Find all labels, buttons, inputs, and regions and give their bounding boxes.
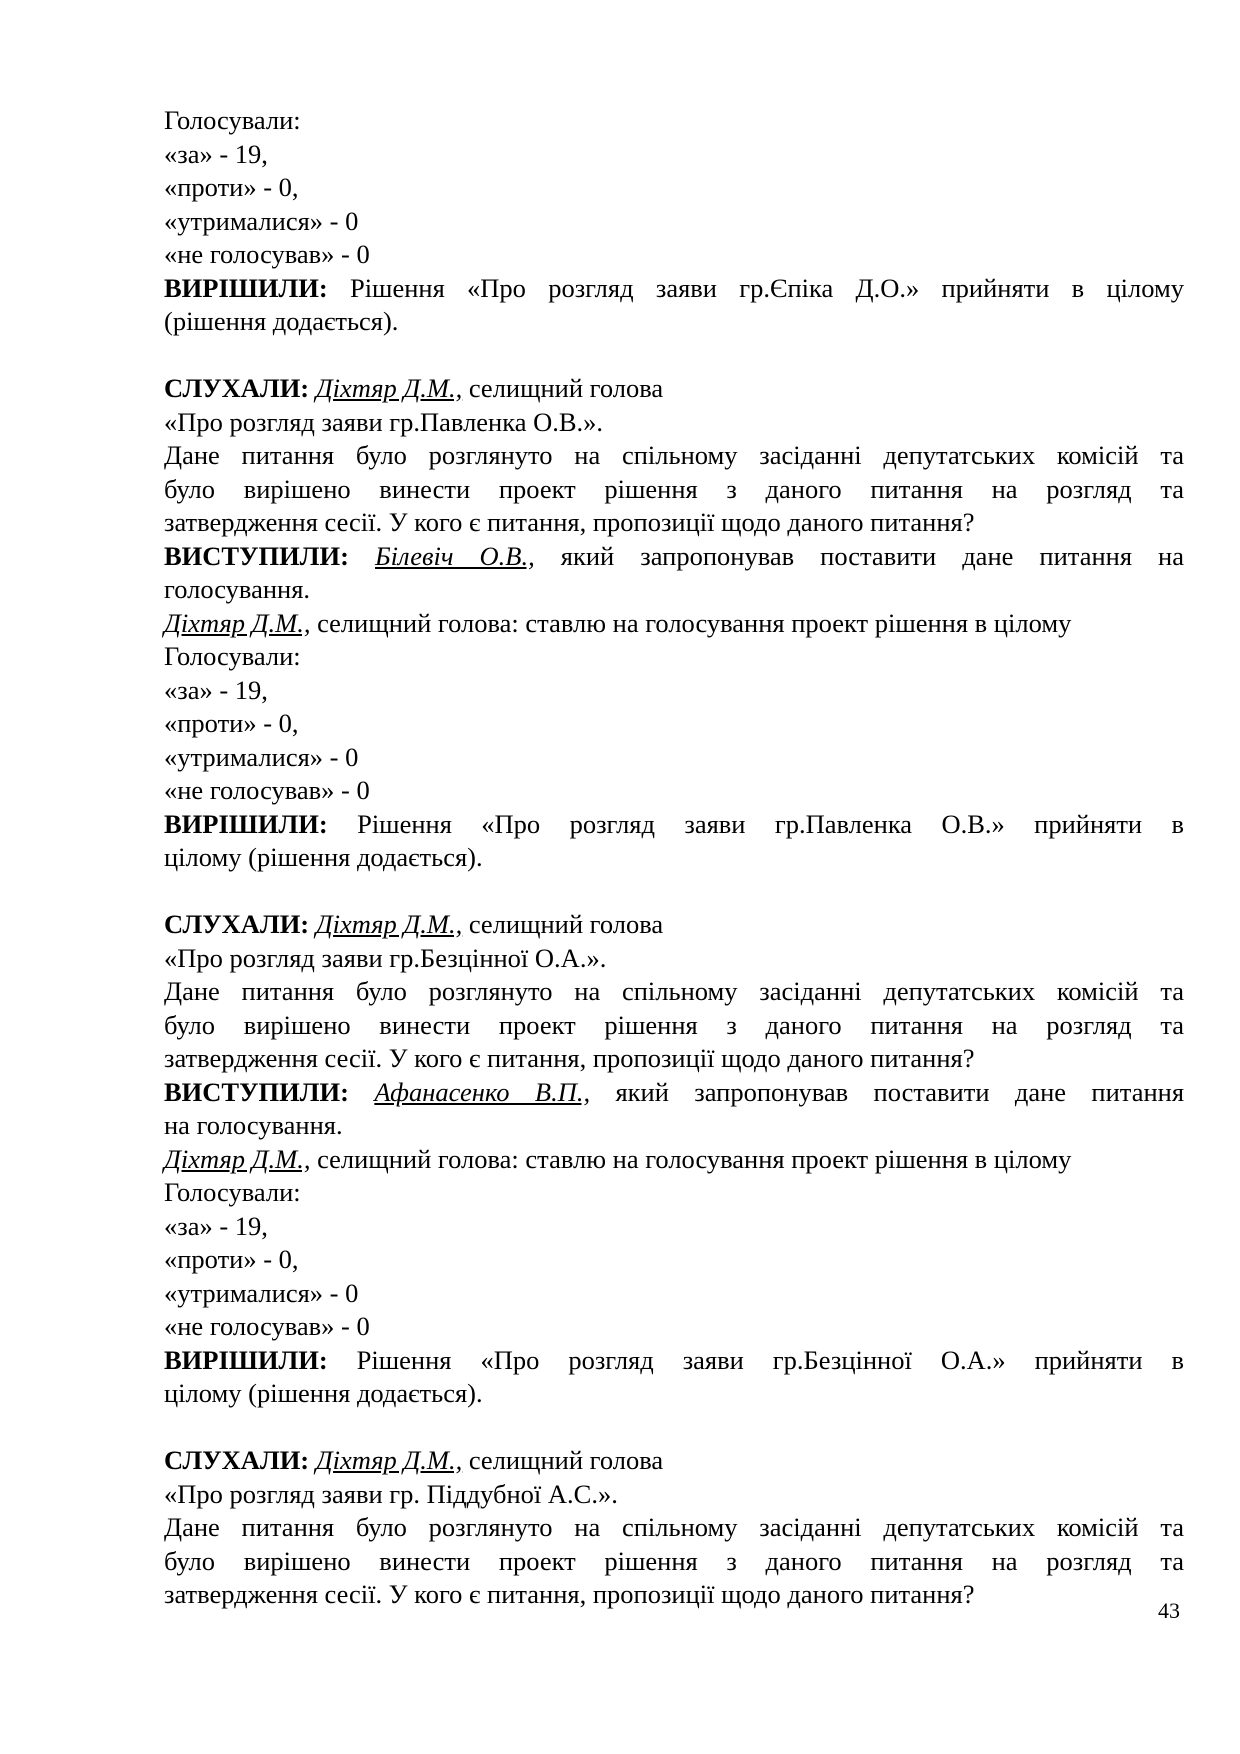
item-text-line: затвердження сесії. У кого є питання, пропозиції щодо даного питання? — [164, 1043, 975, 1073]
spoke-name: Білевіч О.В., — [375, 540, 535, 571]
section-gap — [164, 339, 1184, 373]
spoke-name: Афанасенко В.П., — [374, 1076, 591, 1107]
votes-heading: Голосували: — [164, 1177, 301, 1207]
heard-line — [164, 1444, 1184, 1478]
vote-abstained: «утрималися» - 0 — [164, 741, 359, 772]
decision-continuation: цілому (рішення додається). — [164, 1378, 483, 1408]
item-topic: «Про розгляд заяви гр.Безцінної О.А.». — [164, 942, 607, 973]
spoke-text: який запропонував поставити дане питання — [590, 1076, 1185, 1107]
vote-for: «за» - 19, — [164, 138, 268, 169]
heard-label: СЛУХАЛИ: — [164, 909, 310, 939]
item-text-line: було вирішено винести проект рішення з даного питання на розгляд та — [164, 1009, 1184, 1040]
decision-text: Рішення «Про розгляд заяви гр.Безцінної О.А.» прийняти в — [327, 1344, 1184, 1375]
decision-label: ВИРІШИЛИ: — [164, 808, 328, 839]
spoke-line — [164, 540, 1184, 574]
decision-continuation: цілому (рішення додається). — [164, 842, 483, 872]
item-text-line: Дане питання було розглянуто на спільному засіданні депутатських комісій та — [164, 440, 1184, 470]
heard-line — [164, 908, 1184, 942]
speaker-role: селищний голова — [462, 1445, 664, 1475]
decision-line — [164, 272, 1184, 306]
heard-label: СЛУХАЛИ: — [164, 373, 310, 403]
speaker-name: Діхтяр Д.М., — [315, 909, 463, 939]
speaker-name: Діхтяр Д.М., — [315, 373, 463, 403]
vote-against: «проти» - 0, — [164, 1244, 299, 1274]
chair-text: селищний голова: ставлю на голосування проект рішення в цілому — [310, 1143, 1072, 1174]
vote-against: «проти» - 0, — [164, 172, 299, 202]
spoke-continuation: на голосування. — [164, 1110, 343, 1140]
agenda-item-beztsinna — [164, 908, 1184, 1411]
vote-not-voted: «не голосував» - 0 — [164, 239, 370, 269]
vote-not-voted: «не голосував» - 0 — [164, 1311, 370, 1341]
item-text-line: затвердження сесії. У кого є питання, пропозиції щодо даного питання? — [164, 507, 975, 537]
chair-name: Діхтяр Д.М., — [164, 1143, 311, 1174]
chair-text: селищний голова: ставлю на голосування проект рішення в цілому — [310, 607, 1072, 638]
spoke-continuation: голосування. — [164, 574, 311, 604]
speaker-name: Діхтяр Д.М., — [315, 1445, 463, 1475]
spoke-text: який запропонував поставити дане питання на — [534, 540, 1184, 571]
vote-against: «проти» - 0, — [164, 708, 299, 738]
item-topic: «Про розгляд заяви гр. Піддубної А.С.». — [164, 1478, 618, 1509]
vote-not-voted: «не голосував» - 0 — [164, 775, 370, 805]
agenda-item-piddubna — [164, 1444, 1184, 1612]
previous-item-votes — [164, 104, 1184, 339]
chair-line — [164, 1143, 1184, 1177]
decision-text: Рішення «Про розгляд заяви гр.Павленка О.В.» прийняти в — [327, 808, 1184, 839]
chair-line — [164, 607, 1184, 641]
document-page — [164, 104, 1184, 1612]
agenda-item-pavlenko — [164, 372, 1184, 875]
vote-abstained: «утрималися» - 0 — [164, 205, 359, 236]
section-gap — [164, 1411, 1184, 1445]
speaker-role: селищний голова — [462, 909, 664, 939]
item-text-line: Дане питання було розглянуто на спільному засіданні депутатських комісій та — [164, 976, 1184, 1006]
votes-heading: Голосували: — [164, 105, 301, 135]
speaker-role: селищний голова — [462, 373, 664, 403]
vote-for: «за» - 19, — [164, 1210, 268, 1241]
vote-abstained: «утрималися» - 0 — [164, 1277, 359, 1308]
item-text-line: було вирішено винести проект рішення з даного питання на розгляд та — [164, 473, 1184, 504]
item-text-line: було вирішено винести проект рішення з даного питання на розгляд та — [164, 1545, 1184, 1576]
decision-line — [164, 1344, 1184, 1378]
decision-text: Рішення «Про розгляд заяви гр.Єпіка Д.О.» прийняти в цілому — [349, 272, 1184, 303]
spoke-label: ВИСТУПИЛИ: — [164, 540, 349, 571]
spoke-label: ВИСТУПИЛИ: — [164, 1076, 349, 1107]
decision-label: ВИРІШИЛИ: — [164, 272, 328, 303]
heard-label: СЛУХАЛИ: — [164, 1445, 310, 1475]
item-topic: «Про розгляд заяви гр.Павленка О.В.». — [164, 406, 604, 437]
decision-continuation: (рішення додається). — [164, 306, 399, 336]
item-text-line: Дане питання було розглянуто на спільному засіданні депутатських комісій та — [164, 1512, 1184, 1542]
heard-line — [164, 372, 1184, 406]
spoke-line — [164, 1076, 1184, 1110]
item-text-line: затвердження сесії. У кого є питання, пропозиції щодо даного питання? — [164, 1579, 975, 1609]
section-gap — [164, 875, 1184, 909]
vote-for: «за» - 19, — [164, 674, 268, 705]
decision-label: ВИРІШИЛИ: — [164, 1344, 328, 1375]
chair-name: Діхтяр Д.М., — [164, 607, 311, 638]
page-number: 43 — [1158, 1598, 1180, 1623]
votes-heading: Голосували: — [164, 641, 301, 671]
decision-line — [164, 808, 1184, 842]
